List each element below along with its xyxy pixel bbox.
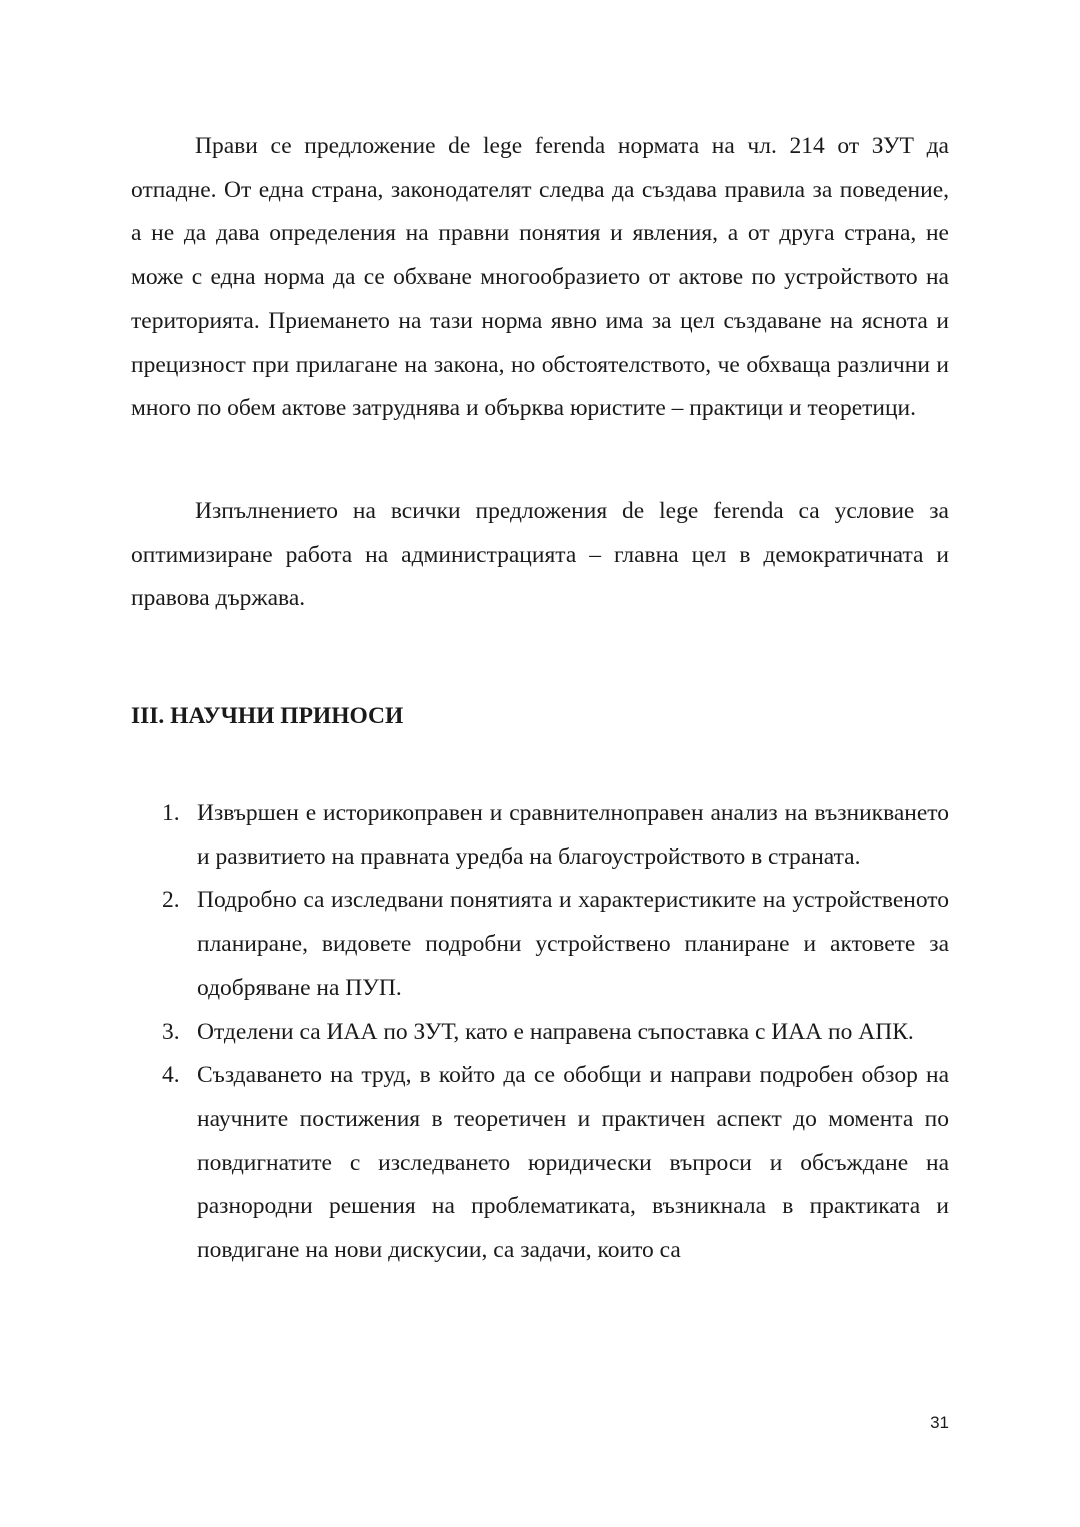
list-item — [131, 1054, 949, 1273]
list-item-number: 3. — [162, 1018, 180, 1045]
paragraph-de-lege-ferenda-article-214: Прави се предложение de lege ferenda нормата на чл. 214 от ЗУТ да отпадне. От една страна, законодателят следва да създава правила за поведение, а не да дава определения на правни понятия и явления, а от друга страна, не може с една норма да се обхване многообразието от актове по устройството на територията. Приемането на тази норма явно има за цел създаване на яснота и прецизност при прилагане на закона, но обстоятелството, че обхваща различни и много по обем актове затруднява и обърква юристите – практици и теоретици. — [131, 133, 949, 422]
paragraph-implementation-proposals: Изпълнението на всички предложения de lege ferenda са условие за оптимизиране работа на администрацията – главна цел в демократичната и правова държава. — [131, 498, 949, 612]
list-item-text: Извършен е историкоправен и сравнителноправен анализ на възникването и развитието на правната уредба на благоустройството в страната. — [197, 800, 949, 870]
page-number: 31 — [930, 1413, 949, 1432]
list-item-number: 2. — [162, 887, 180, 914]
list-item-text: Създаването на труд, в който да се обобщи и направи подробен обзор на научните постижения в теоретичен и практичен аспект до момента по повдигнатите с изследването юридически въпроси и обсъждане на разнородни решения на проблематиката, възникнала в практиката и повдигане на нови дискусии, са задачи, които са — [197, 1062, 949, 1264]
list-item-number: 4. — [162, 1062, 180, 1089]
list-item — [131, 1011, 949, 1055]
list-item-number: 1. — [162, 800, 180, 826]
list-item-text: Подробно са изследвани понятията и характеристиките на устройственото планиране, видовете подробни устройствено планиране и актовете за одобряване на ПУП. — [197, 887, 949, 1001]
list-item — [131, 879, 949, 1010]
list-item — [131, 792, 949, 879]
scientific-contributions-list — [131, 792, 949, 1273]
section-heading: III. НАУЧНИ ПРИНОСИ — [131, 703, 404, 729]
list-item-text: Отделени са ИАА по ЗУТ, като е направена съпоставка с ИАА по АПК. — [197, 1018, 914, 1045]
